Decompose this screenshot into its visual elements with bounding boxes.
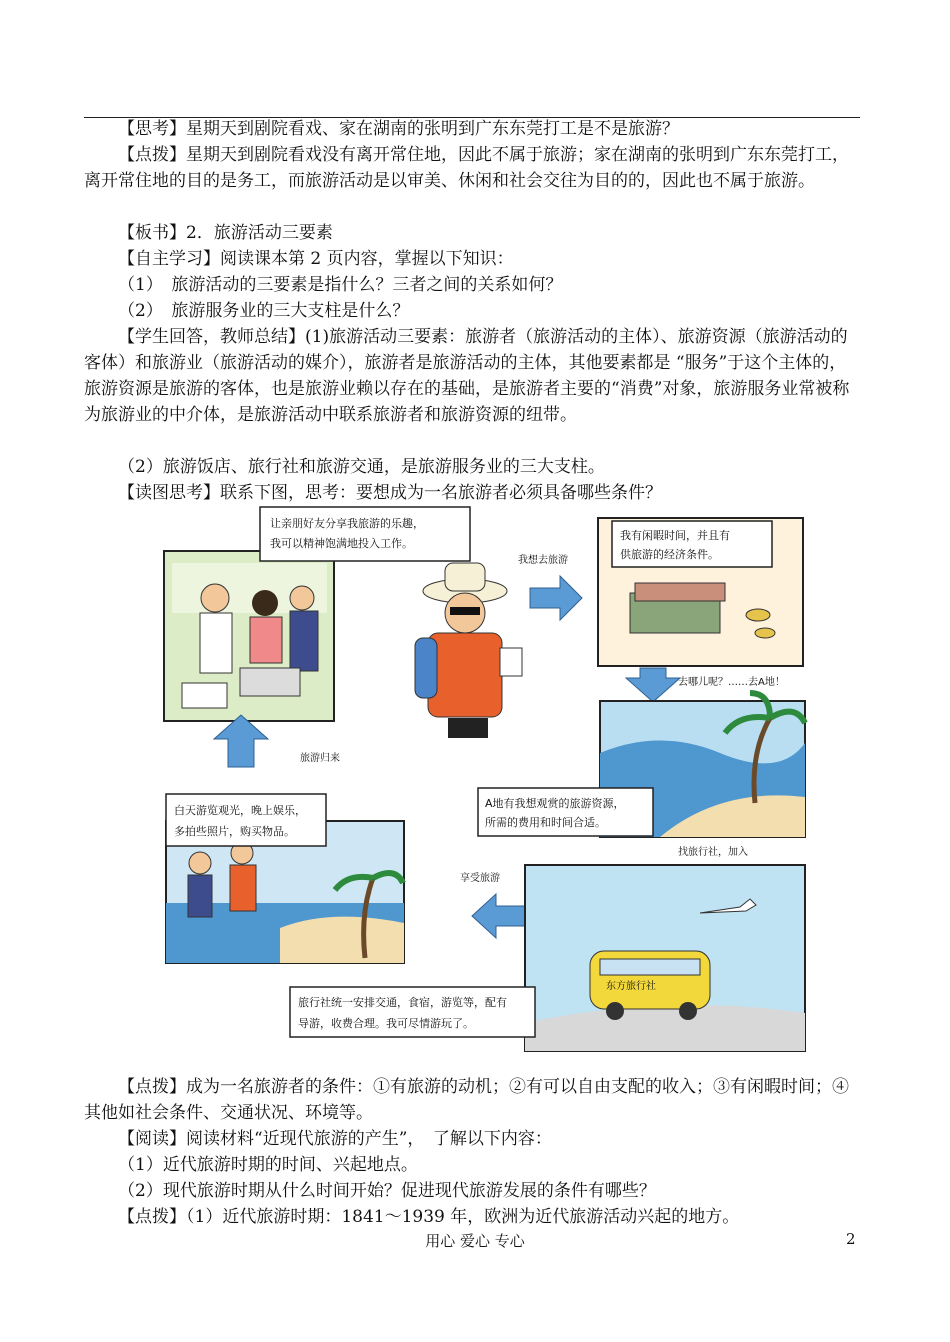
sight-bubble (478, 788, 653, 836)
sight-bubble-line-1: A地有我想观赏的旅游资源， (485, 797, 625, 810)
sight-bubble-line-2: 所需的费用和时间合适。 (485, 816, 606, 829)
question-2: （2） 旅游服务业的三大支柱是什么？ (118, 301, 410, 321)
daytime-bubble-line-2: 多拍些照片，购买物品。 (174, 825, 295, 838)
where-label: 去哪儿呢？……去A地！ (678, 677, 785, 688)
enjoy-label: 享受旅游 (460, 873, 500, 884)
return-label: 旅游归来 (300, 753, 340, 764)
daytime-bubble-line-1: 白天游览观光，晚上娱乐， (174, 804, 306, 817)
summary-paragraph-2: （2）旅游饭店、旅行社和旅游交通，是旅游服务业的三大支柱。 (118, 457, 605, 477)
share-bubble (260, 507, 470, 561)
want-travel-label: 我想去旅游 (518, 555, 568, 566)
share-bubble-line-2: 我可以精神饱满地投入工作。 (270, 537, 413, 550)
reading-question-2: （2）现代旅游时期从什么时间开始？促进现代旅游发展的条件有哪些？ (118, 1181, 656, 1201)
join-agency-label-1: 找旅行社，加入 (678, 847, 748, 858)
money-bubble-line-1: 我有闲暇时间，并且有 (620, 529, 730, 542)
bus-panel (525, 865, 805, 1051)
money-bubble-line-2: 供旅游的经济条件。 (620, 548, 719, 561)
bus-sign: 东方旅行社 (606, 981, 656, 992)
think-paragraph: 【思考】星期天到剧院看戏、家在湖南的张明到广东东莞打工是不是旅游？ (118, 119, 679, 139)
hint-paragraph-1: 【点拨】星期天到剧院看戏没有离开常住地，因此不属于旅游；家在湖南的张明到广东东莞打工，离开常住地的目的是务工，而旅游活动是以审美、休闲和社会交往为目的的，因此也不属于旅游。 (84, 145, 849, 191)
summary-paragraph: 【学生回答，教师总结】(1)旅游活动三要素：旅游者（旅游活动的主体）、旅游资源（旅游活动的客体）和旅游业（旅游活动的媒介），旅游者是旅游活动的主体，其他要素都是 “服务”于这个主体的，旅游资源是旅游的客体，也是旅游业赖以存在的基础，是旅游者主要的“消费”对象，旅游服务业常被称为旅游业的中介体，是旅游活动中联系旅游者和旅游资源的纽带。 (84, 327, 850, 425)
office-panel (164, 551, 334, 721)
tourist-cycle-figure (160, 503, 810, 1055)
money-bubble (612, 521, 772, 567)
agency-bubble-line-2: 导游，收费合理。我可尽情游玩了。 (298, 1017, 474, 1030)
daytime-bubble (166, 794, 326, 846)
footer-motto: 用心 爱心 专心 (425, 1232, 525, 1250)
board-paragraph: 【板书】2．旅游活动三要素 (118, 223, 333, 243)
reading-paragraph: 【阅读】阅读材料“近现代旅游的产生”， 了解以下内容： (118, 1129, 552, 1149)
hint-paragraph-3: 【点拨】（1）近代旅游时期：1841～1939 年，欧洲为近代旅游活动兴起的地方。 (118, 1207, 740, 1227)
hint-paragraph-2: 【点拨】成为一名旅游者的条件：①有旅游的动机；②有可以自由支配的收入；③有闲暇时间；④其他如社会条件、交通状况、环境等。 (84, 1077, 849, 1123)
agency-bubble (290, 987, 535, 1037)
share-bubble-line-1: 让亲朋好友分享我旅游的乐趣， (270, 517, 424, 530)
reading-question-1: （1）近代旅游时期的时间、兴起地点。 (118, 1155, 418, 1175)
page-number: 2 (846, 1230, 856, 1248)
agency-bubble-line-1: 旅行社统一安排交通，食宿，游览等，配有 (298, 996, 507, 1009)
read-figure-paragraph: 【读图思考】联系下图，思考：要想成为一名旅游者必须具备哪些条件？ (118, 483, 662, 503)
self-study-paragraph: 【自主学习】阅读课本第 2 页内容，掌握以下知识： (118, 249, 514, 269)
question-1: （1） 旅游活动的三要素是指什么？三者之间的关系如何？ (118, 275, 563, 295)
